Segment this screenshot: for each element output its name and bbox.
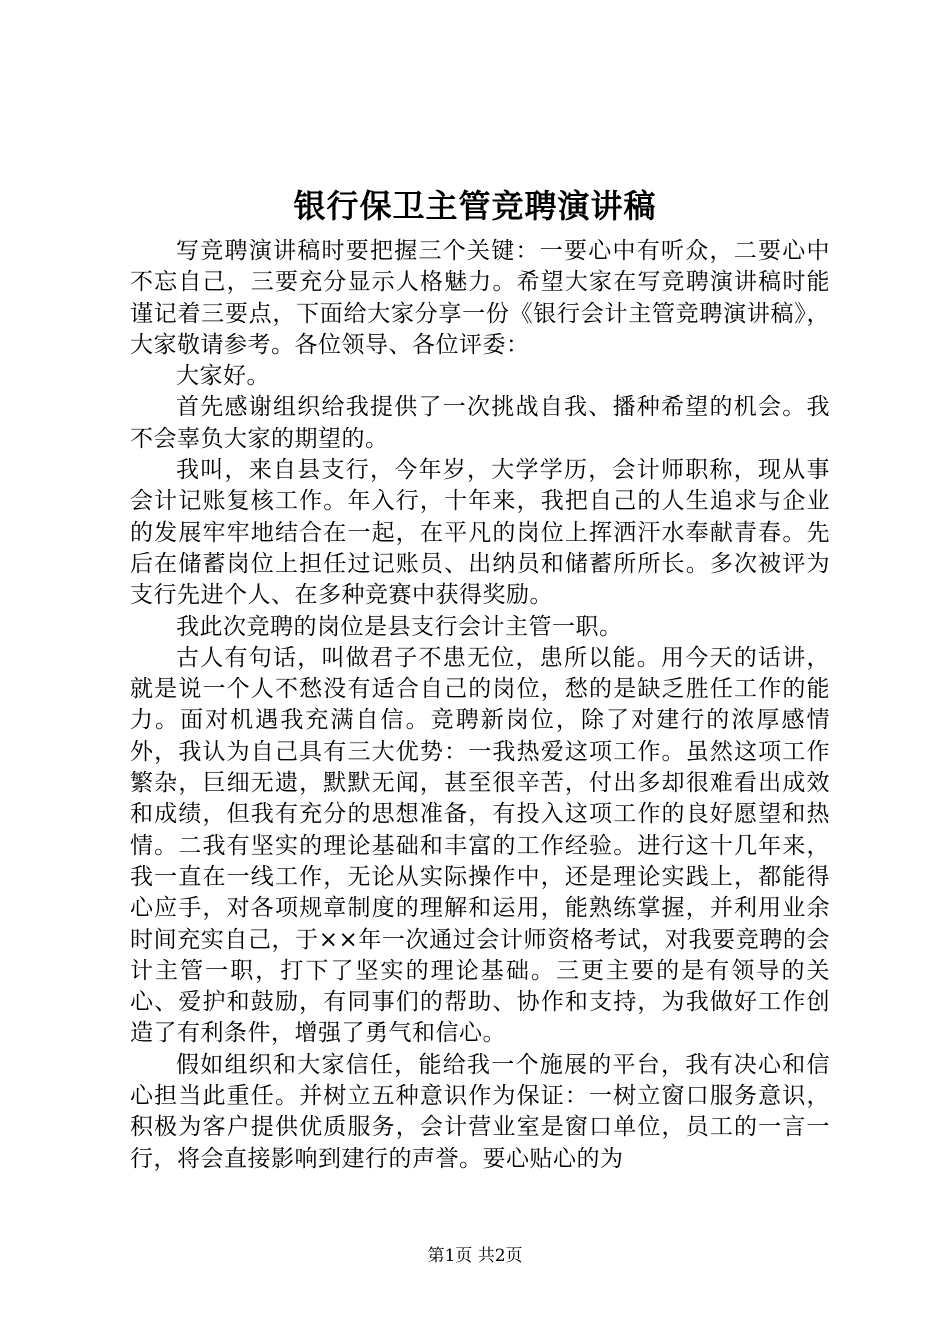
paragraph-position: 我此次竞聘的岗位是县支行会计主管一职。 [176, 613, 623, 640]
page-number-footer: 第1页 共2页 [427, 1246, 523, 1266]
paragraph-intro: 写竞聘演讲稿时要把握三个关键：一要心中有听众，二要心中不忘自己，三要充分显示人格魅力。希望大家在写竞聘演讲稿时能谨记着三要点，下面给大家分享一份《银行会计主管竞聘演讲稿》，大家敬请参考。各位领导、各位评委： [130, 238, 830, 358]
paragraph-commitment: 假如组织和大家信任，能给我一个施展的平台，我有决心和信心担当此重任。并树立五种意识作为保证：一树立窗口服务意识，积极为客户提供优质服务，会计营业室是窗口单位，员工的一言一行，将会直接影响到建行的声誉。要心贴心的为 [130, 1051, 830, 1172]
paragraph-greeting: 大家好。 [176, 363, 270, 390]
paragraph-advantages: 古人有句话，叫做君子不患无位，患所以能。用今天的话讲，就是说一个人不愁没有适合自己的岗位，愁的是缺乏胜任工作的能力。面对机遇我充满自信。竞聘新岗位，除了对建行的浓厚感情外，我认为自己具有三大优势：一我热爱这项工作。虽然这项工作繁杂，巨细无遗，默默无闻，甚至很辛苦，付出多却很难看出成效和成绩，但我有充分的思想准备，有投入这项工作的良好愿望和热情。二我有坚实的理论基础和丰富的工作经验。进行这十几年来，我一直在一线工作，无论从实际操作中，还是理论实践上，都能得心应手，对各项规章制度的理解和运用，能熟练掌握，并利用业余时间充实自己，于××年一次通过会计师资格考试，对我要竞聘的会计主管一职，打下了坚实的理论基础。三更主要的是有领导的关心、爱护和鼓励，有同事们的帮助、协作和支持，为我做好工作创造了有利条件，增强了勇气和信心。 [130, 644, 830, 1047]
paragraph-thanks: 首先感谢组织给我提供了一次挑战自我、播种希望的机会。我不会辜负大家的期望的。 [130, 394, 830, 452]
document-body [130, 236, 830, 1175]
document-title: 银行保卫主管竞聘演讲稿 [293, 187, 657, 225]
paragraph-self-intro: 我叫，来自县支行，今年岁，大学学历，会计师职称，现从事会计记账复核工作。年入行，十年来，我把自己的人生追求与企业的发展牢牢地结合在一起，在平凡的岗位上挥洒汗水奉献青春。先后在储蓄岗位上担任过记账员、出纳员和储蓄所所长。多次被评为支行先进个人、在多种竞赛中获得奖励。 [130, 457, 830, 609]
